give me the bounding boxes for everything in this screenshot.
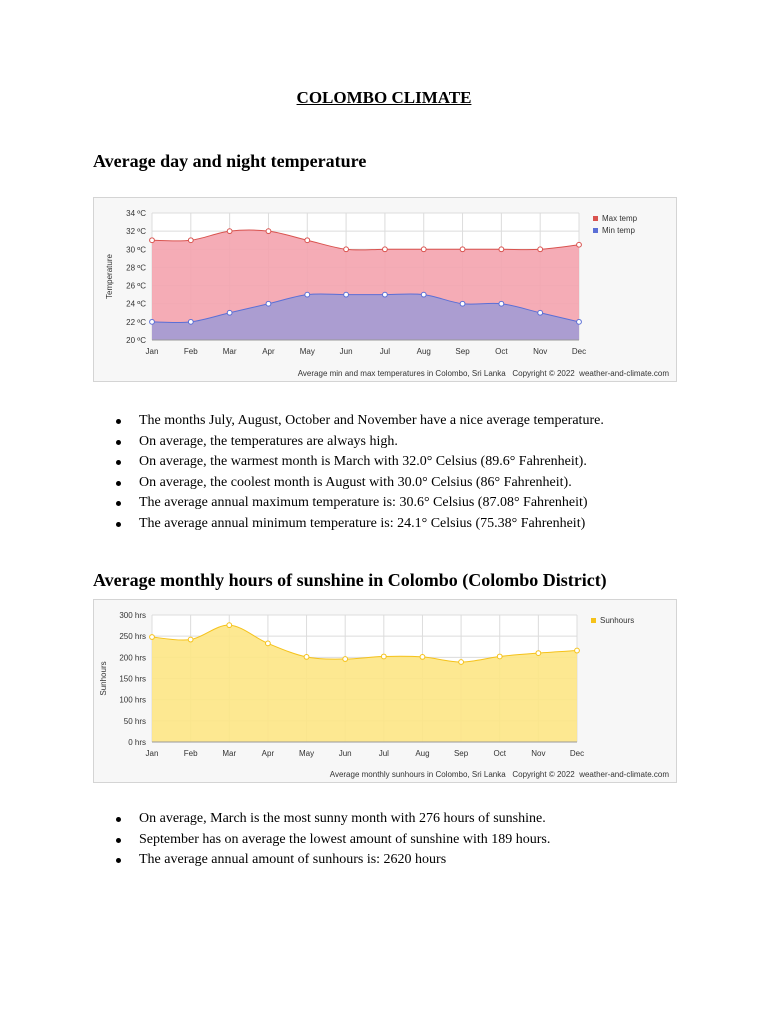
- sun-xtick-label: Oct: [493, 749, 506, 758]
- sun-xtick-label: Jun: [338, 749, 352, 758]
- temp-data-point: [266, 301, 271, 306]
- list-item: The average annual maximum temperature is: 30.6° Celsius (87.08° Fahrenheit): [0, 493, 604, 514]
- temp-ytick-label: 34 ºC: [126, 209, 146, 218]
- sun-xtick-label: Nov: [531, 749, 546, 758]
- temp-data-point: [460, 301, 465, 306]
- sun-ytick-label: 150 hrs: [119, 674, 146, 684]
- sunshine-chart-svg: [94, 600, 676, 782]
- temp-xtick-label: Jan: [145, 347, 159, 356]
- sun-xtick-label: Jul: [378, 749, 389, 758]
- list-item: The average annual minimum temperature is: 24.1° Celsius (75.38° Fahrenheit): [0, 514, 604, 535]
- list-item: The months July, August, October and November have a nice average temperature.: [0, 411, 604, 432]
- temp-data-point: [538, 247, 543, 252]
- sun-ytick-label: 50 hrs: [123, 716, 146, 726]
- temp-data-point: [577, 242, 582, 247]
- temperature-bullet-list: [0, 411, 604, 534]
- temp-xtick-label: Jun: [339, 347, 353, 356]
- temp-ytick-label: 32 ºC: [126, 227, 146, 237]
- temperature-chart-svg: [94, 198, 676, 381]
- temp-xtick-label: Apr: [262, 347, 275, 356]
- sun-ytick-label: 0 hrs: [128, 738, 146, 747]
- sun-ytick-label: 100 hrs: [119, 695, 146, 705]
- temp-y-axis-label: Temperature: [105, 254, 114, 299]
- sun-xtick-label: Sep: [453, 749, 469, 758]
- sun-caption: Average monthly sunhours in Colombo, Sri Lanka Copyright © 2022 weather-and-climate.com: [329, 770, 669, 779]
- temp-data-point: [188, 238, 193, 243]
- sun-xtick-label: May: [298, 749, 315, 758]
- sun-ytick-label: 200 hrs: [119, 653, 146, 663]
- sunshine-bullet-list: [0, 809, 550, 871]
- list-item: The average annual amount of sunhours is: 2620 hours: [0, 850, 550, 871]
- temp-data-point: [499, 247, 504, 252]
- temp-data-point: [188, 319, 193, 324]
- list-item: On average, the warmest month is March with 32.0° Celsius (89.6° Fahrenheit).: [0, 452, 604, 473]
- temp-data-point: [266, 229, 271, 234]
- list-item: On average, the temperatures are always high.: [0, 432, 604, 453]
- sun-data-point: [343, 657, 348, 662]
- sunshine-chart: [93, 599, 677, 783]
- temp-data-point: [344, 292, 349, 297]
- sun-data-point: [150, 635, 155, 640]
- temp-xtick-label: Feb: [183, 347, 198, 356]
- temp-data-point: [227, 229, 232, 234]
- sunshine-heading: Average monthly hours of sunshine in Colombo (Colombo District): [93, 570, 607, 590]
- sun-data-point: [420, 655, 425, 660]
- list-item: On average, March is the most sunny month with 276 hours of sunshine.: [0, 809, 550, 830]
- temperature-heading: Average day and night temperature: [93, 151, 367, 171]
- sun-ytick-label: 300 hrs: [119, 611, 146, 620]
- sun-legend-swatch: [591, 618, 596, 623]
- sun-xtick-label: Feb: [183, 749, 198, 758]
- sun-xtick-label: Dec: [569, 749, 585, 758]
- list-item: On average, the coolest month is August with 30.0° Celsius (86° Fahrenheit).: [0, 473, 604, 494]
- temp-xtick-label: Jul: [379, 347, 391, 356]
- sun-data-point: [381, 654, 386, 659]
- temp-xtick-label: Dec: [571, 347, 587, 356]
- temp-ytick-label: 26 ºC: [126, 281, 146, 291]
- temp-legend-label: Min temp: [602, 226, 635, 235]
- temp-ytick-label: 20 ºC: [126, 336, 146, 345]
- temp-ytick-label: 30 ºC: [126, 245, 146, 255]
- temp-data-point: [383, 247, 388, 252]
- sun-data-point: [497, 654, 502, 659]
- temp-xtick-label: Aug: [416, 347, 431, 356]
- sun-data-point: [227, 623, 232, 628]
- temp-data-point: [150, 319, 155, 324]
- temp-data-point: [305, 292, 310, 297]
- sun-data-point: [188, 637, 193, 642]
- temperature-chart: [93, 197, 677, 382]
- temp-ytick-label: 22 ºC: [126, 317, 146, 327]
- temp-xtick-label: Sep: [455, 347, 470, 356]
- sun-xtick-label: Apr: [261, 749, 275, 758]
- document-title: COLOMBO CLIMATE: [296, 88, 472, 107]
- temp-data-point: [150, 238, 155, 243]
- sun-legend-label: Sunhours: [600, 616, 635, 625]
- sun-xtick-label: Jan: [145, 749, 159, 758]
- temp-xtick-label: Mar: [222, 347, 237, 356]
- sun-data-point: [536, 651, 541, 656]
- temp-legend-swatch: [593, 216, 598, 221]
- list-item: September has on average the lowest amount of sunshine with 189 hours.: [0, 830, 550, 851]
- temp-caption: Average min and max temperatures in Colombo, Sri Lanka Copyright © 2022 weather-and-climate.com: [297, 369, 669, 378]
- temp-data-point: [460, 247, 465, 252]
- temp-data-point: [499, 301, 504, 306]
- sun-ytick-label: 250 hrs: [119, 632, 146, 642]
- temp-data-point: [344, 247, 349, 252]
- temp-data-point: [421, 247, 426, 252]
- sun-xtick-label: Mar: [222, 749, 237, 758]
- temp-legend-label: Max temp: [602, 214, 638, 223]
- temp-xtick-label: May: [299, 347, 315, 356]
- temp-data-point: [577, 319, 582, 324]
- temp-data-point: [421, 292, 426, 297]
- temp-xtick-label: Nov: [533, 347, 548, 356]
- sun-xtick-label: Aug: [415, 749, 430, 758]
- sun-y-axis-label: Sunhours: [99, 661, 108, 696]
- temp-data-point: [538, 310, 543, 315]
- sun-data-point: [575, 648, 580, 653]
- temp-data-point: [383, 292, 388, 297]
- temp-ytick-label: 28 ºC: [126, 263, 146, 273]
- sun-data-point: [266, 641, 271, 646]
- temp-ytick-label: 24 ºC: [126, 299, 146, 309]
- sun-data-point: [304, 655, 309, 660]
- temp-data-point: [227, 310, 232, 315]
- temp-xtick-label: Oct: [495, 347, 508, 356]
- temp-data-point: [305, 238, 310, 243]
- sun-data-point: [459, 660, 464, 665]
- temp-legend-swatch: [593, 228, 598, 233]
